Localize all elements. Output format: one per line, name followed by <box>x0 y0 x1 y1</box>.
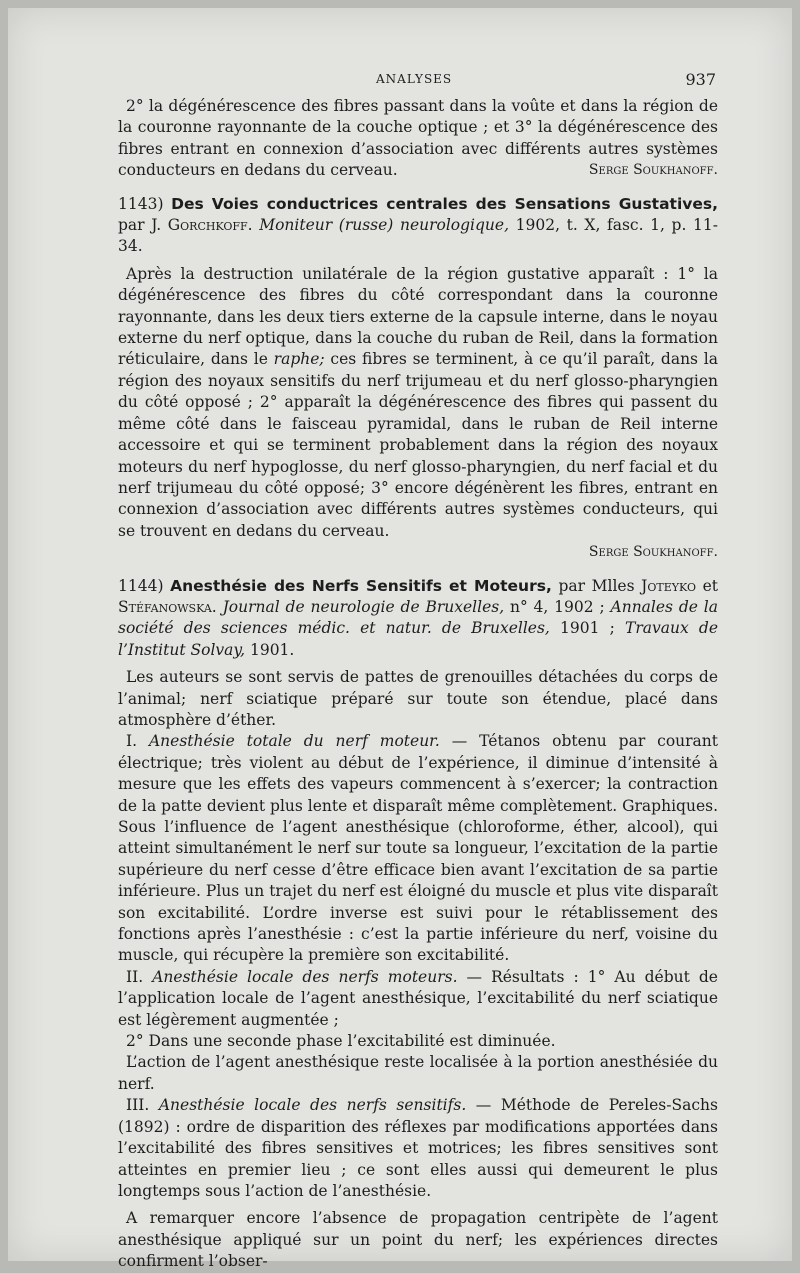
intro-paragraph <box>118 96 718 182</box>
section-2-p2: 2° Dans une seconde phase l’excitabilité est diminuée. <box>126 1032 556 1051</box>
section-1 <box>118 731 718 966</box>
article-1144-heading <box>118 576 718 662</box>
section-1-title: Anesthésie totale du nerf moteur. <box>148 732 440 751</box>
article-1144-author2: Stéfanowska. <box>118 597 217 616</box>
article-1144-journal3: Travaux de l’Institut Solvay, <box>118 619 718 659</box>
section-2-title: Anesthésie locale des nerfs moteurs. <box>152 967 458 986</box>
section-1-number: I. <box>126 732 138 751</box>
article-1143-body <box>118 264 718 542</box>
article-1144-ref1: n° 4, 1902 ; <box>509 597 605 616</box>
article-1144-ref3: 1901. <box>249 640 295 659</box>
article-1144-journal1: Journal de neurologie de Bruxelles, <box>222 597 505 616</box>
article-1144-number: 1144) <box>118 576 164 595</box>
page-number: 937 <box>685 70 716 89</box>
section-3-text: — Méthode de Pereles-Sachs (1892) : ordre de disparition des réflexes par modifications apportées dans l’excitabilité des fibres sensitives et motrices; les fibres sensitives sont atteintes en premier lieu ; ce sont elles aussi qui demeurent le plus longtemps sous l’action de l’anesthésie. <box>118 1096 718 1200</box>
article-1143-body-a: Après la destruction unilatérale de la région gustative apparaît : 1° la dégénérescence des fibres du côté correspondant dans la couronne rayonnante, dans les deux tiers externe de la capsule interne, dans le noyau externe du nerf optique, dans la couche du ruban de Reil, dans la formation réticulaire, dans le <box>118 264 718 369</box>
running-title: ANALYSES <box>376 72 453 86</box>
article-1143-raphe: raphe; <box>273 350 325 369</box>
article-1144-ref2: 1901 ; <box>560 619 615 638</box>
article-1143-journal: Moniteur (russe) neurologique, <box>259 216 510 235</box>
section-2 <box>118 967 718 1031</box>
article-1143-author: Gorchkoff. <box>167 216 253 235</box>
intro-signature: Serge Soukhanoff. <box>588 162 718 179</box>
section-3-number: III. <box>126 1096 150 1115</box>
article-1144-author1: Joteyko <box>641 576 696 595</box>
section-1-text: — Tétanos obtenu par courant électrique; très violent au début de l’expérience, il diminue d’intensité à mesure que les effets des vapeurs commencent à s’exercer; la contraction de la patte devient plus lente et disparaît même complètement. Graphiques. Sous l’influence de l’agent anesthésique (chloroforme, éther, alcool), qui atteint simultanément le nerf sur toute sa longueur, l’excitation de la partie supérieure du nerf cesse d’être efficace bien avant l’excitation de sa partie inférieure. Plus un trajet du nerf est éloigné du muscle et plus vite disparaît son excitabilité. L’ordre inverse est suivi pour le rétablissement des fonctions après l’anesthésie : c’est la partie inférieure du nerf, voisine du muscle, qui récupère la première son excitabilité. <box>118 732 718 965</box>
section-2-number: II. <box>126 967 144 986</box>
article-1143-ref: 1902, t. X, fasc. 1, p. 11-34. <box>118 216 718 256</box>
page <box>8 8 792 1271</box>
section-2-p3: L’action de l’agent anesthésique reste localisée à la portion anesthésiée du nerf. <box>118 1053 718 1093</box>
article-1144-by: par Mlles <box>558 576 635 595</box>
article-1144-journal2: Annales de la société des sciences médic. et natur. de Bruxelles, <box>118 597 718 638</box>
page-header <box>118 70 718 96</box>
article-1143-body-b: ces fibres se terminent, à ce qu’il paraît, dans la région des noyaux sensitifs du nerf trijumeau et du nerf glosso-pharyngien du côté opposé ; 2° apparaît la dégénérescence des fibres qui passent du même côté dans le faisceau pyramidal, dans le ruban de Reil interne accessoire et qui se terminent probablement dans la région des noyaux moteurs du nerf hypoglosse, du nerf glosso-pharyngien, du nerf facial et du nerf trijumeau du côté opposé; 3° encore dégénèrent les fibres, entrant en connexion d’association avec différents autres systèmes conducteurs, qui se trouvent en dedans du cerveau. <box>118 350 718 540</box>
section-3-title: Anesthésie locale des nerfs sensitifs. <box>158 1096 467 1115</box>
spacer <box>118 564 718 576</box>
article-1144-last-paragraph: A remarquer encore l’absence de propagation centripète de l’agent anesthésique appliqué sur un point du nerf; les expériences directes confirment l’obser- <box>118 1209 718 1271</box>
article-1143-signature: Serge Soukhanoff. <box>588 544 718 561</box>
section-2-text: — Résultats : 1° Au début de l’application locale de l’agent anesthésique, l’excitabilité du nerf sciatique est légèrement augmentée ; <box>118 967 718 1029</box>
article-1143-title: Des Voies conductrices centrales des Sensations Gustatives, <box>171 194 718 213</box>
article-1144-p1: Les auteurs se sont servis de pattes de grenouilles détachées du corps de l’animal; nerf sciatique préparé sur toute son étendue, placé dans atmosphère d’éther. <box>118 668 718 729</box>
article-1144-and: et <box>702 576 718 595</box>
section-3 <box>118 1095 718 1202</box>
article-1143-by: par J. <box>118 216 162 235</box>
article-1143-heading <box>118 194 718 258</box>
article-1144-title: Anesthésie des Nerfs Sensitifs et Moteurs, <box>170 576 552 595</box>
spacer <box>118 182 718 194</box>
intro-text: 2° la dégénérescence des fibres passant dans la voûte et dans la région de la couronne rayonnante de la couche optique ; et 3° la dégénérescence des fibres entrant en connexion d’association avec différents autres systèmes conducteurs en dedans du cerveau. <box>118 97 718 180</box>
text-column <box>118 70 718 1273</box>
article-1143-number: 1143) <box>118 194 164 213</box>
